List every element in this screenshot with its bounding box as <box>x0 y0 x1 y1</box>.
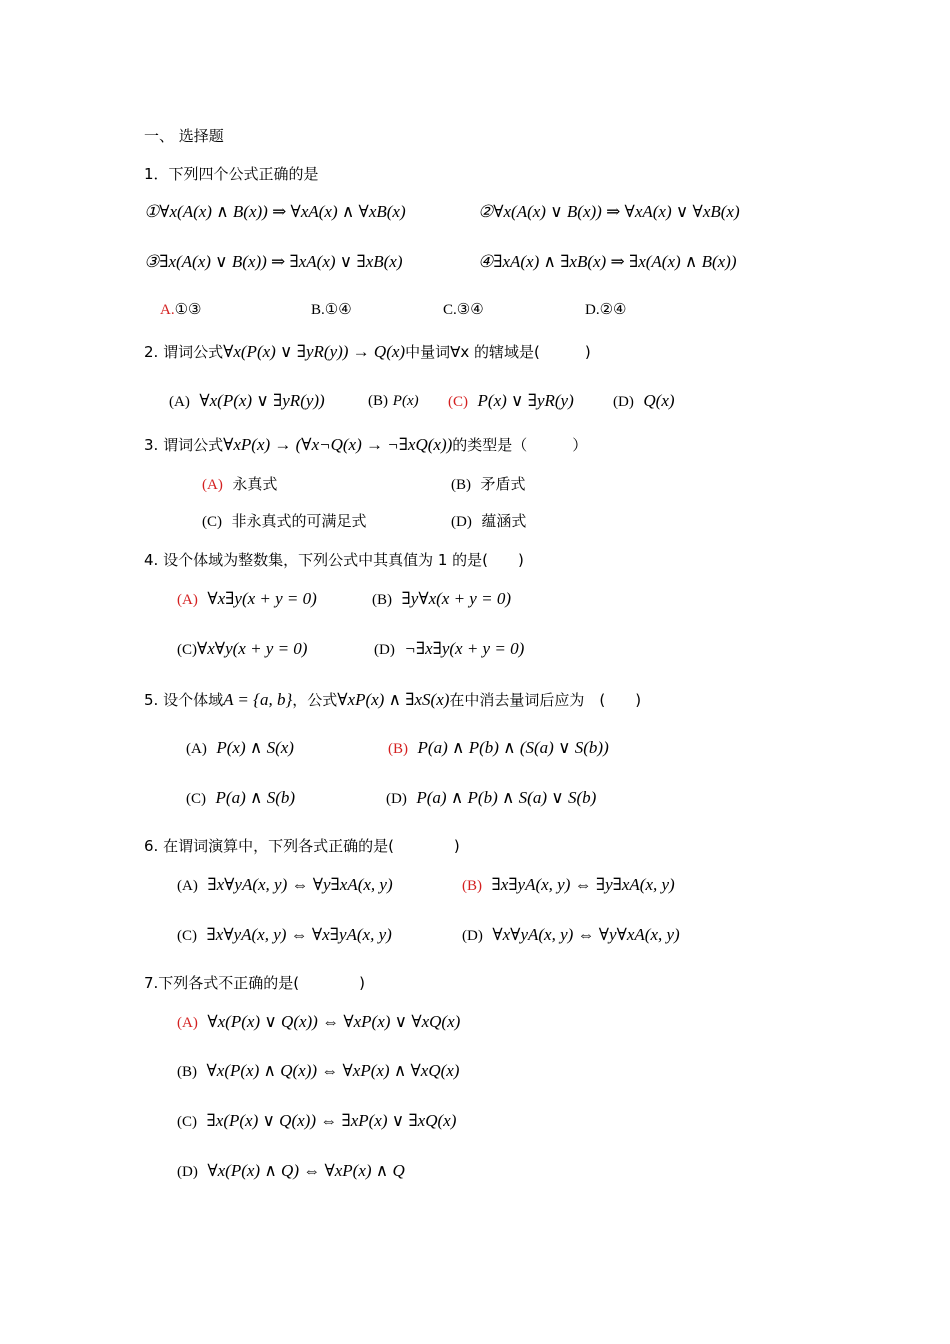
q7-option-d-text: ∀x(P(x) ∧ Q) ⇔ ∀xP(x) ∧ Q <box>207 1161 405 1180</box>
q7-option-c <box>177 1111 456 1131</box>
q7-option-b <box>177 1061 459 1081</box>
q3-option-d <box>451 510 526 531</box>
q5-option-d-label: (D) <box>386 791 407 807</box>
q4-option-d-text: ¬∃x∃y(x + y = 0) <box>404 639 525 658</box>
q5-stem-pre: 5. 设个体域 <box>144 691 224 709</box>
q7-option-c-text: ∃x(P(x) ∨ Q(x)) ⇔ ∃xP(x) ∨ ∃xQ(x) <box>206 1111 457 1130</box>
q4-stem: 4. 设个体域为整数集，下列公式中其真值为 1 的是( ) <box>144 551 524 569</box>
q5-stem-mid: ，公式 <box>292 691 338 709</box>
q5-option-c <box>186 788 295 808</box>
q6-option-c-label: (C) <box>177 928 197 944</box>
q2-stem-pre: 2. 谓词公式 <box>144 343 224 361</box>
q3-option-a-label: (A) <box>202 477 223 493</box>
q5-stem <box>144 689 641 710</box>
q2-option-d-text: Q(x) <box>643 391 675 410</box>
q4-option-a-text: ∀x∃y(x + y = 0) <box>207 589 317 608</box>
q2-option-b-label: (B) <box>368 393 388 409</box>
q5-option-a-text: P(x) ∧ S(x) <box>216 738 294 757</box>
q1-option-c: C.③④ <box>443 302 484 318</box>
q6-option-a-text: ∃x∀yA(x, y) ⇔ ∀y∃xA(x, y) <box>207 875 393 894</box>
q7-option-c-label: (C) <box>177 1114 197 1130</box>
q5-option-b-label: (B) <box>388 741 408 757</box>
q3-stem-pre: 3. 谓词公式 <box>144 436 224 454</box>
q1-option-d: D.②④ <box>585 302 627 318</box>
q6-option-a <box>177 875 393 895</box>
q5-stem-post: 在中消去量词后应为 ( ) <box>449 691 642 709</box>
q2-stem-formula: ∀x(P(x) ∨ ∃yR(y)) → Q(x) <box>223 342 406 361</box>
section-title: 一、 选择题 <box>144 127 224 145</box>
q4-option-b-text: ∃y∀x(x + y = 0) <box>401 589 511 608</box>
q5-option-b-text: P(a) ∧ P(b) ∧ (S(a) ∨ S(b)) <box>417 738 609 757</box>
q1-option-a-label: A. <box>160 302 175 318</box>
q3-stem <box>144 434 587 455</box>
q7-option-d-label: (D) <box>177 1164 198 1180</box>
q5-stem-formula-1: A = {a, b} <box>223 690 293 709</box>
q2-option-b-text: P(x) <box>392 393 419 409</box>
q3-option-a-text: 永真式 <box>232 475 278 493</box>
q3-option-d-text: 蕴涵式 <box>481 512 527 530</box>
q1-formula-3: ③∃x(A(x) ∨ B(x)) ⇒ ∃xA(x) ∨ ∃xB(x) <box>144 252 403 271</box>
q3-stem-formula: ∀xP(x) → (∀x¬Q(x) → ¬∃xQ(x)) <box>223 435 453 454</box>
q2-option-b <box>368 391 419 410</box>
q4-option-a-label: (A) <box>177 592 198 608</box>
q4-option-c <box>177 639 307 659</box>
q1-formula-1: ①∀x(A(x) ∧ B(x)) ⇒ ∀xA(x) ∧ ∀xB(x) <box>144 202 406 221</box>
q5-option-a-label: (A) <box>186 741 207 757</box>
q6-option-b-text: ∃x∃yA(x, y) ⇔ ∃y∃xA(x, y) <box>491 875 675 894</box>
q2-option-a-text: ∀x(P(x) ∨ ∃yR(y)) <box>199 391 325 410</box>
q2-option-c <box>448 391 574 411</box>
q3-option-b-label: (B) <box>451 477 471 493</box>
q4-option-c-label: (C) <box>177 642 197 658</box>
q4-option-d <box>374 639 524 659</box>
q6-option-b <box>462 875 675 895</box>
q7-option-a <box>177 1012 460 1032</box>
q4-option-b <box>372 589 511 609</box>
q3-option-d-label: (D) <box>451 514 472 530</box>
q5-option-c-label: (C) <box>186 791 206 807</box>
q1-formula-4: ④∃xA(x) ∧ ∃xB(x) ⇒ ∃x(A(x) ∧ B(x)) <box>478 252 737 271</box>
q7-stem: 7.下列各式不正确的是( ) <box>144 974 366 992</box>
q1-option-a-text: ①③ <box>174 302 202 318</box>
q1-stem: 1．下列四个公式正确的是 <box>144 165 319 183</box>
q7-option-a-text: ∀x(P(x) ∨ Q(x)) ⇔ ∀xP(x) ∨ ∀xQ(x) <box>207 1012 461 1031</box>
q6-option-b-label: (B) <box>462 878 482 894</box>
q5-option-d <box>386 788 596 808</box>
q2-option-a-label: (A) <box>169 394 190 410</box>
q6-stem: 6. 在谓词演算中，下列各式正确的是( ) <box>144 837 460 855</box>
q3-option-c <box>202 510 367 531</box>
q3-option-b <box>451 473 526 494</box>
q2-stem-post: 中量词∀x 的辖域是( ) <box>405 343 591 361</box>
q4-option-b-label: (B) <box>372 592 392 608</box>
q7-option-b-text: ∀x(P(x) ∧ Q(x)) ⇔ ∀xP(x) ∧ ∀xQ(x) <box>206 1061 460 1080</box>
q6-option-c <box>177 925 392 945</box>
q3-option-b-text: 矛盾式 <box>480 475 526 493</box>
q6-option-c-text: ∃x∀yA(x, y) ⇔ ∀x∃yA(x, y) <box>206 925 392 944</box>
q2-option-c-text: P(x) ∨ ∃yR(y) <box>477 391 574 410</box>
q5-stem-formula-2: ∀xP(x) ∧ ∃xS(x) <box>337 690 450 709</box>
q2-option-c-label: (C) <box>448 394 468 410</box>
q5-option-d-text: P(a) ∧ P(b) ∧ S(a) ∨ S(b) <box>416 788 597 807</box>
q4-option-d-label: (D) <box>374 642 395 658</box>
q6-option-d <box>462 925 680 945</box>
q6-option-d-text: ∀x∀yA(x, y) ⇔ ∀y∀xA(x, y) <box>492 925 680 944</box>
q6-option-a-label: (A) <box>177 878 198 894</box>
q4-option-a <box>177 589 317 609</box>
q3-stem-post: 的类型是（ ） <box>452 436 588 454</box>
q1-option-a <box>160 300 202 319</box>
q1-formula-2: ②∀x(A(x) ∨ B(x)) ⇒ ∀xA(x) ∨ ∀xB(x) <box>478 202 740 221</box>
q3-option-c-text: 非永真式的可满足式 <box>231 512 367 530</box>
q2-stem <box>144 341 591 362</box>
q5-option-a <box>186 738 294 758</box>
q7-option-a-label: (A) <box>177 1015 198 1031</box>
q1-option-b: B.①④ <box>311 302 352 318</box>
q2-option-d <box>613 391 675 411</box>
q3-option-c-label: (C) <box>202 514 222 530</box>
q2-option-a <box>169 391 325 411</box>
q5-option-c-text: P(a) ∧ S(b) <box>215 788 296 807</box>
q4-option-c-text: ∀x∀y(x + y = 0) <box>197 639 308 658</box>
q3-option-a <box>202 473 277 494</box>
q7-option-b-label: (B) <box>177 1064 197 1080</box>
q2-option-d-label: (D) <box>613 394 634 410</box>
q5-option-b <box>388 738 609 758</box>
q6-option-d-label: (D) <box>462 928 483 944</box>
q7-option-d <box>177 1161 405 1181</box>
